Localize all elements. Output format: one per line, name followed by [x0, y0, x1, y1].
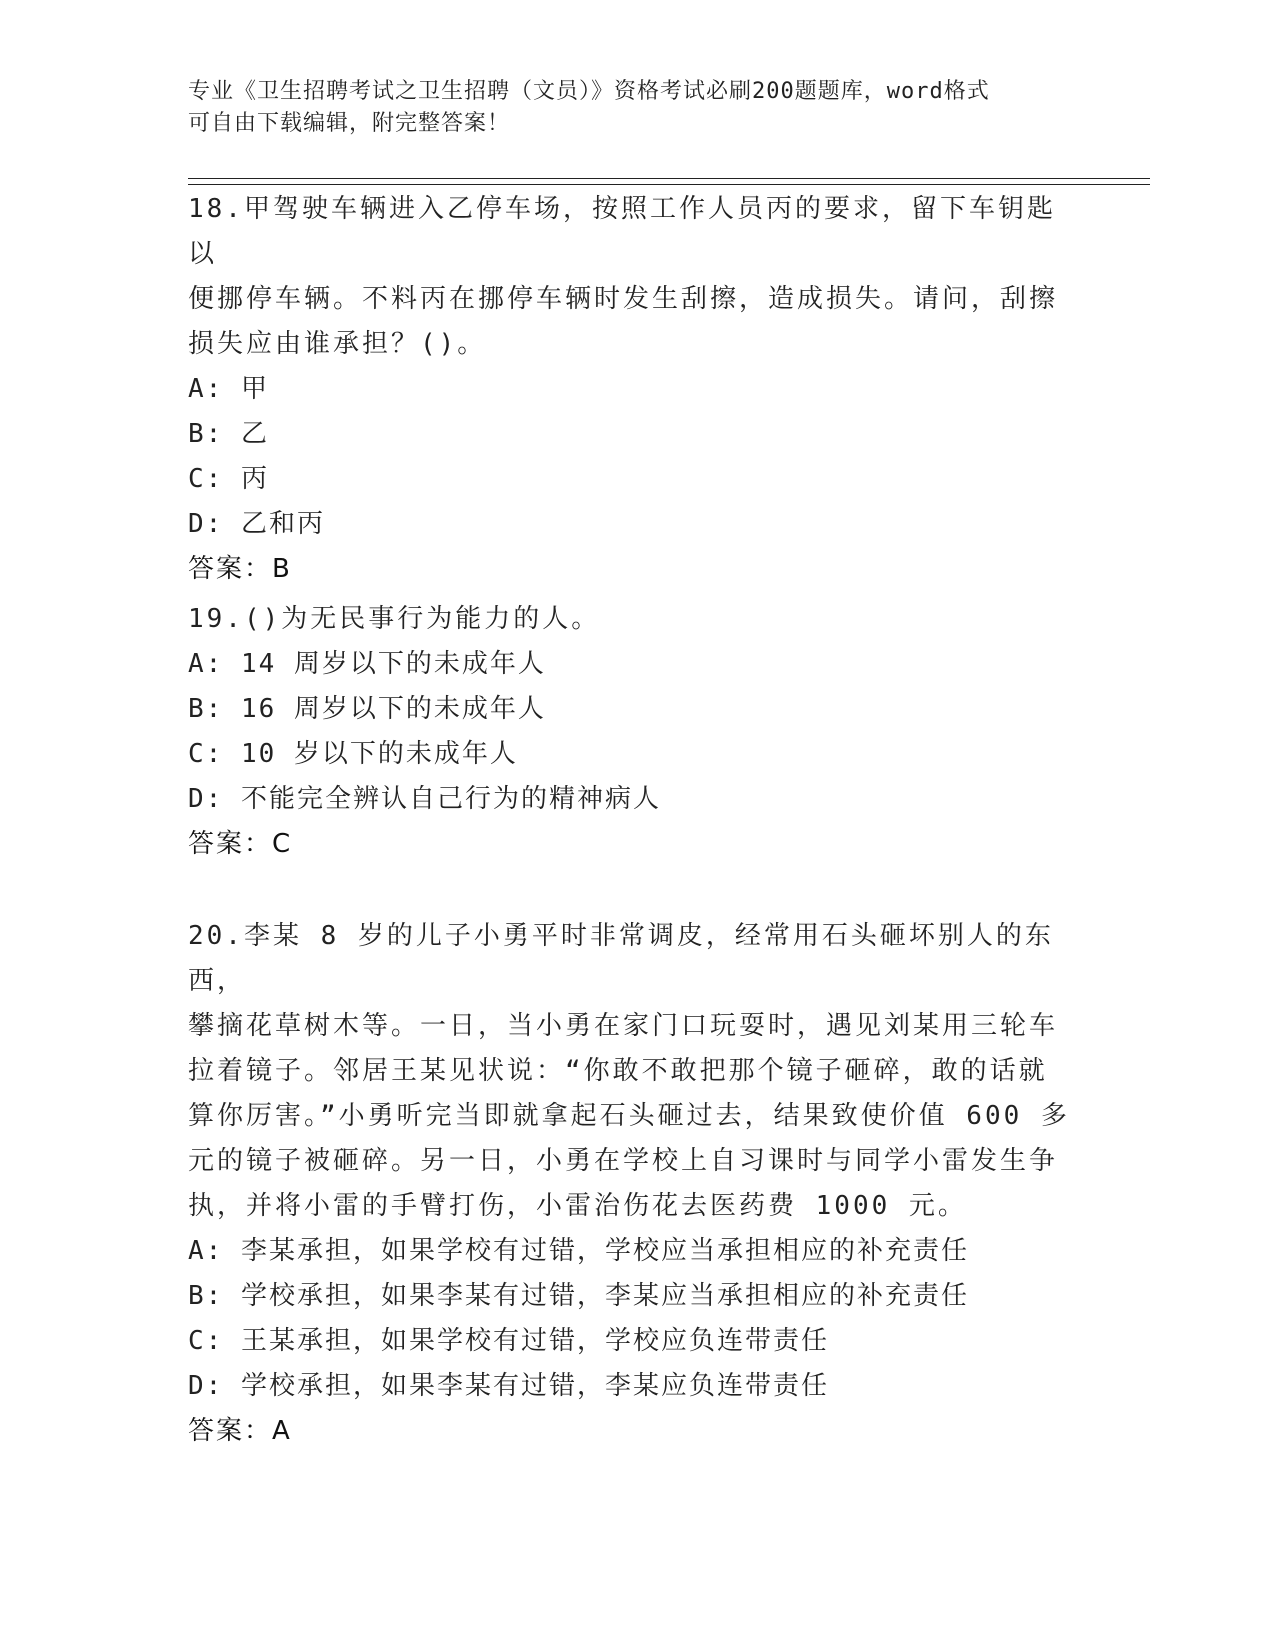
question-18 [188, 187, 1078, 592]
header-line-1: 专业《卫生招聘考试之卫生招聘（文员）》资格考试必刷200题题库，word格式 [188, 79, 990, 104]
stem-line: 20.李某 8 岁的儿子小勇平时非常调皮，经常用石头砸坏别人的东西， [188, 921, 1054, 996]
option-b: B: 16 周岁以下的未成年人 [188, 694, 546, 724]
option-a: A: 甲 [188, 374, 269, 404]
stem-line: 19.()为无民事行为能力的人。 [188, 604, 601, 634]
answer-label: 答案：A [188, 1416, 292, 1446]
option-b: B: 乙 [188, 419, 269, 449]
stem-line: 元的镜子被砸碎。另一日，小勇在学校上自习课时与同学小雷发生争 [188, 1146, 1059, 1176]
option-c: C: 丙 [188, 464, 269, 494]
option-a: A: 李某承担，如果学校有过错，学校应当承担相应的补充责任 [188, 1236, 969, 1266]
header-line-2: 可自由下载编辑，附完整答案！ [188, 111, 511, 136]
stem-line: 算你厉害。”小勇听完当即就拿起石头砸过去，结果致使价值 600 多 [188, 1101, 1070, 1131]
stem-line: 执，并将小雷的手臂打伤，小雷治伤花去医药费 1000 元。 [188, 1191, 967, 1221]
option-d: D: 不能完全辨认自己行为的精神病人 [188, 784, 661, 814]
option-b: B: 学校承担，如果李某有过错，李某应当承担相应的补充责任 [188, 1281, 969, 1311]
question-stem [188, 187, 1078, 367]
header-divider-bottom [188, 184, 1150, 185]
question-stem [188, 597, 1078, 642]
answer-label: 答案：B [188, 554, 292, 584]
document-header [188, 76, 1088, 140]
option-d: D: 学校承担，如果李某有过错，李某应负连带责任 [188, 1371, 829, 1401]
stem-line: 拉着镜子。邻居王某见状说：“你敢不敢把那个镜子砸碎，敢的话就 [188, 1056, 1048, 1086]
header-divider-top [188, 178, 1150, 179]
option-c: C: 10 岁以下的未成年人 [188, 739, 518, 769]
question-19 [188, 597, 1078, 867]
question-20 [188, 914, 1078, 1454]
stem-line: 攀摘花草树木等。一日，当小勇在家门口玩耍时，遇见刘某用三轮车 [188, 1011, 1059, 1041]
option-d: D: 乙和丙 [188, 509, 325, 539]
option-c: C: 王某承担，如果学校有过错，学校应负连带责任 [188, 1326, 829, 1356]
question-stem [188, 914, 1078, 1229]
stem-line: 便挪停车辆。不料丙在挪停车辆时发生刮擦，造成损失。请问，刮擦 [188, 284, 1059, 314]
stem-line: 损失应由谁承担？()。 [188, 329, 487, 359]
option-a: A: 14 周岁以下的未成年人 [188, 649, 546, 679]
answer-label: 答案：C [188, 829, 293, 859]
stem-line: 18.甲驾驶车辆进入乙停车场，按照工作人员丙的要求，留下车钥匙以 [188, 194, 1056, 269]
